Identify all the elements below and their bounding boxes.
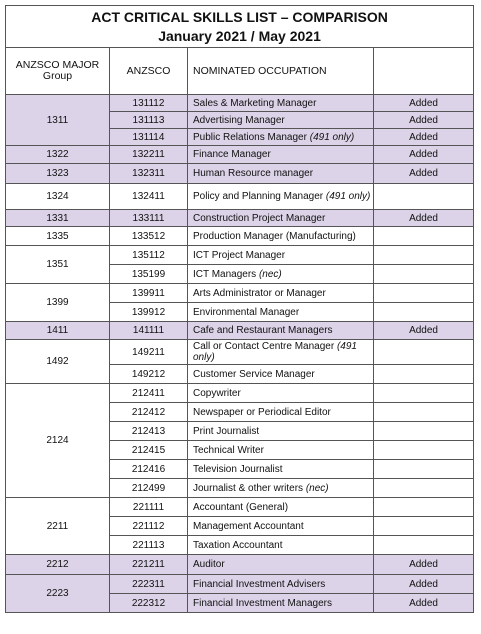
table-row: [6, 340, 474, 365]
code-cell: 135199: [110, 265, 188, 284]
table-row: [6, 384, 474, 403]
code-cell: 131114: [110, 129, 188, 146]
table-row: [6, 164, 474, 184]
occupation-cell: Print Journalist: [188, 422, 374, 441]
status-cell: [374, 246, 474, 265]
status-cell: Added: [374, 322, 474, 340]
status-cell: [374, 422, 474, 441]
occupation-cell: Sales & Marketing Manager: [188, 95, 374, 112]
occupation-cell: Technical Writer: [188, 441, 374, 460]
table-row: [6, 246, 474, 265]
code-cell: 133111: [110, 210, 188, 227]
group-cell: 1322: [6, 146, 110, 164]
table-row: [6, 575, 474, 594]
title-line-1: ACT CRITICAL SKILLS LIST – COMPARISON: [91, 9, 388, 25]
table-row: [6, 210, 474, 227]
header-major-group: [6, 48, 110, 95]
occupation-cell: Environmental Manager: [188, 303, 374, 322]
status-cell: [374, 365, 474, 384]
skills-list-document: [5, 5, 473, 613]
status-cell: Added: [374, 594, 474, 613]
code-cell: 139912: [110, 303, 188, 322]
header-major-line-2: Group: [42, 70, 73, 82]
code-cell: 131112: [110, 95, 188, 112]
code-cell: 149211: [110, 340, 188, 365]
code-cell: 221111: [110, 498, 188, 517]
occupation-cell: Financial Investment Advisers: [188, 575, 374, 594]
occupation-cell: Finance Manager: [188, 146, 374, 164]
status-cell: Added: [374, 575, 474, 594]
title-line-2: January 2021 / May 2021: [158, 28, 321, 44]
table-row: [6, 146, 474, 164]
code-cell: 133512: [110, 227, 188, 246]
occupation-cell: Human Resource manager: [188, 164, 374, 184]
table-row: [6, 284, 474, 303]
code-cell: 221113: [110, 536, 188, 555]
occupation-cell: Customer Service Manager: [188, 365, 374, 384]
status-cell: [374, 498, 474, 517]
group-cell: 2223: [6, 575, 110, 613]
status-cell: [374, 303, 474, 322]
status-cell: [374, 284, 474, 303]
code-cell: 212412: [110, 403, 188, 422]
status-cell: Added: [374, 146, 474, 164]
code-cell: 132211: [110, 146, 188, 164]
occupation-cell: Financial Investment Managers: [188, 594, 374, 613]
table-row: [6, 95, 474, 112]
group-cell: 1323: [6, 164, 110, 184]
code-cell: 149212: [110, 365, 188, 384]
status-cell: [374, 536, 474, 555]
status-cell: [374, 441, 474, 460]
table-row: [6, 322, 474, 340]
status-cell: [374, 403, 474, 422]
group-cell: 1399: [6, 284, 110, 322]
header-occupation: NOMINATED OCCUPATION: [188, 48, 374, 95]
status-cell: Added: [374, 112, 474, 129]
header-row: [6, 48, 474, 95]
table-row: [6, 184, 474, 210]
code-cell: 141111: [110, 322, 188, 340]
status-cell: [374, 265, 474, 284]
skills-table: [5, 5, 474, 613]
group-cell: 1411: [6, 322, 110, 340]
header-status: [374, 48, 474, 95]
table-title: [6, 6, 474, 48]
code-cell: 222312: [110, 594, 188, 613]
occupation-cell: ICT Project Manager: [188, 246, 374, 265]
occupation-cell: Production Manager (Manufacturing): [188, 227, 374, 246]
occupation-cell: Taxation Accountant: [188, 536, 374, 555]
status-cell: [374, 517, 474, 536]
status-cell: [374, 479, 474, 498]
code-cell: 212499: [110, 479, 188, 498]
code-cell: 212413: [110, 422, 188, 441]
header-major-line-1: ANZSCO MAJOR: [15, 59, 100, 71]
code-cell: 222311: [110, 575, 188, 594]
status-cell: [374, 384, 474, 403]
status-cell: [374, 184, 474, 210]
occupation-cell: Management Accountant: [188, 517, 374, 536]
status-cell: [374, 460, 474, 479]
occupation-cell: ICT Managers (nec): [188, 265, 374, 284]
code-cell: 212416: [110, 460, 188, 479]
occupation-cell: Accountant (General): [188, 498, 374, 517]
occupation-cell: Advertising Manager: [188, 112, 374, 129]
table-row: [6, 555, 474, 575]
occupation-cell: Newspaper or Periodical Editor: [188, 403, 374, 422]
status-cell: Added: [374, 129, 474, 146]
group-cell: 1335: [6, 227, 110, 246]
occupation-cell: Television Journalist: [188, 460, 374, 479]
code-cell: 221211: [110, 555, 188, 575]
code-cell: 135112: [110, 246, 188, 265]
status-cell: Added: [374, 210, 474, 227]
group-cell: 2212: [6, 555, 110, 575]
table-row: [6, 498, 474, 517]
status-cell: Added: [374, 164, 474, 184]
occupation-cell: Cafe and Restaurant Managers: [188, 322, 374, 340]
occupation-cell: Construction Project Manager: [188, 210, 374, 227]
code-cell: 132311: [110, 164, 188, 184]
occupation-cell: Call or Contact Centre Manager (491 only): [188, 340, 374, 365]
header-anzsco: ANZSCO: [110, 48, 188, 95]
status-cell: [374, 340, 474, 365]
group-cell: 1351: [6, 246, 110, 284]
occupation-cell: Public Relations Manager (491 only): [188, 129, 374, 146]
occupation-cell: Arts Administrator or Manager: [188, 284, 374, 303]
status-cell: [374, 227, 474, 246]
group-cell: 2124: [6, 384, 110, 498]
occupation-cell: Copywriter: [188, 384, 374, 403]
group-cell: 1311: [6, 95, 110, 146]
table-row: [6, 227, 474, 246]
code-cell: 131113: [110, 112, 188, 129]
group-cell: 1331: [6, 210, 110, 227]
status-cell: Added: [374, 95, 474, 112]
group-cell: 1324: [6, 184, 110, 210]
occupation-cell: Journalist & other writers (nec): [188, 479, 374, 498]
code-cell: 139911: [110, 284, 188, 303]
code-cell: 212415: [110, 441, 188, 460]
group-cell: 1492: [6, 340, 110, 384]
code-cell: 132411: [110, 184, 188, 210]
code-cell: 212411: [110, 384, 188, 403]
occupation-cell: Auditor: [188, 555, 374, 575]
code-cell: 221112: [110, 517, 188, 536]
group-cell: 2211: [6, 498, 110, 555]
status-cell: Added: [374, 555, 474, 575]
occupation-cell: Policy and Planning Manager (491 only): [188, 184, 374, 210]
